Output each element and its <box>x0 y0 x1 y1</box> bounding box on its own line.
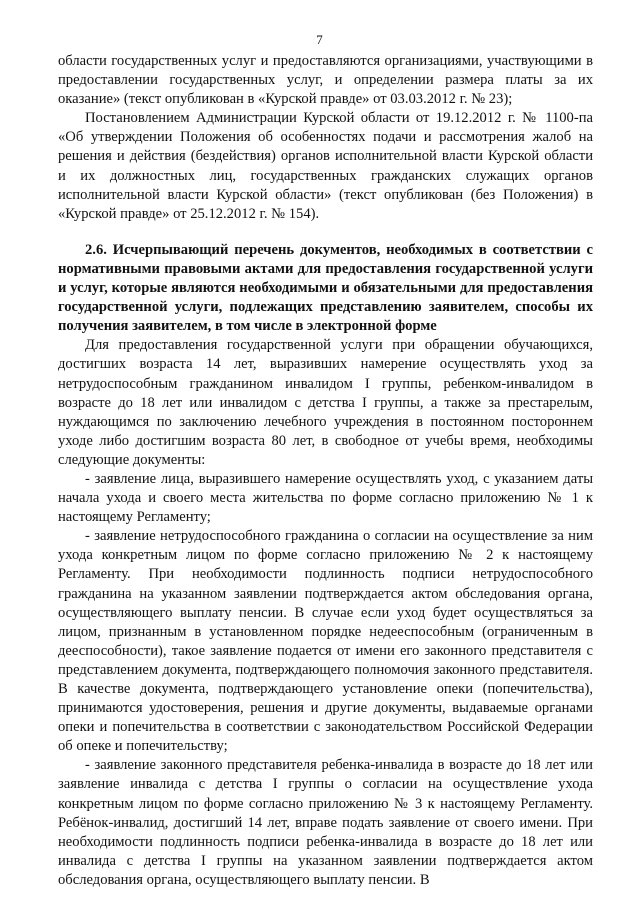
paragraph-resolution: Постановлением Администрации Курской области от 19.12.2012 г. № 1100-па «Об утверждении Положения об особенностях подачи и рассмотрения жалоб на решения и действия (бездействия) органов исполнительной власти Курской области и их должностных лиц, государственных гражданских служащих органов исполнительной власти Курской области» (текст опубликован (без Положения) в «Курской правде» от 25.12.2012 г. № 154). <box>58 110 593 222</box>
section-heading: 2.6. Исчерпывающий перечень документов, необходимых в соответствии с нормативными правовыми актами для предоставления государственной услуги и услуг, которые являются необходимыми и обязательными для предоставления государственной услуги, подлежащих представлению заявителем, способы их получения заявителем, в том числе в электронной форме <box>58 241 593 335</box>
list-item-application: - заявление лица, выразившего намерение осуществлять уход, с указанием даты начала ухода и своего места жительства по форме согласно приложению № 1 к настоящему Регламенту; <box>58 470 593 526</box>
page-number: 7 <box>316 32 323 47</box>
paragraph-intro: Для предоставления государственной услуги при обращении обучающихся, достигших возраста 14 лет, выразивших намерение осуществлять уход за нетрудоспособным гражданином инвалидом I группы, ребенком-инвалидом в возрасте до 18 лет или инвалидом с детства I группы, а также за престарелым, нуждающимся по заключению лечебного учреждения в постоянном постороннем уходе либо достигшим возраста 80 лет, в свободное от учебы время, необходимы следующие документы: <box>58 337 593 468</box>
list-item-consent: - заявление нетрудоспособного гражданина о согласии на осуществление за ним ухода конкретным лицом по форме согласно приложению № 2 к настоящему Регламенту. При необходимости подлинность подписи нетрудоспособного гражданина на указанном заявлении подтверждается актом обследования органа, осуществляющего выплату пенсии. В случае если уход будет осуществляться за лицом, признанным в установленном порядке недееспособным (ограниченным в дееспособности), такое заявление подается от имени его законного представителя с представлением документа, подтверждающего полномочия законного представителя. В качестве документа, подтверждающего установление опеки (попечительства), принимаются удостоверения, решения и другие документы, выдаваемые органами опеки и попечительства в соответствии с законодательством Российской Федерации об опеке и попечительству; <box>58 528 593 755</box>
document-body <box>58 52 593 890</box>
list-item-representative: - заявление законного представителя ребенка-инвалида в возрасте до 18 лет или заявление инвалида с детства I группы о согласии на осуществление ухода конкретным лицом по форме согласно приложению № 3 к настоящему Регламенту. Ребёнок-инвалид, достигший 14 лет, вправе подать заявление от своего имени. При необходимости подлинность подписи ребенка-инвалида в возрасте до 18 лет или инвалида с детства I группы на указанном заявлении подтверждается актом обследования органа, осуществляющего выплату пенсии. В <box>58 757 593 888</box>
paragraph-continuation: области государственных услуг и предоставляются организациями, участвующими в предоставлении государственных услуг, и определении размера платы за их оказание» (текст опубликован в «Курской правде» от 03.03.2012 г. № 23); <box>58 53 593 108</box>
